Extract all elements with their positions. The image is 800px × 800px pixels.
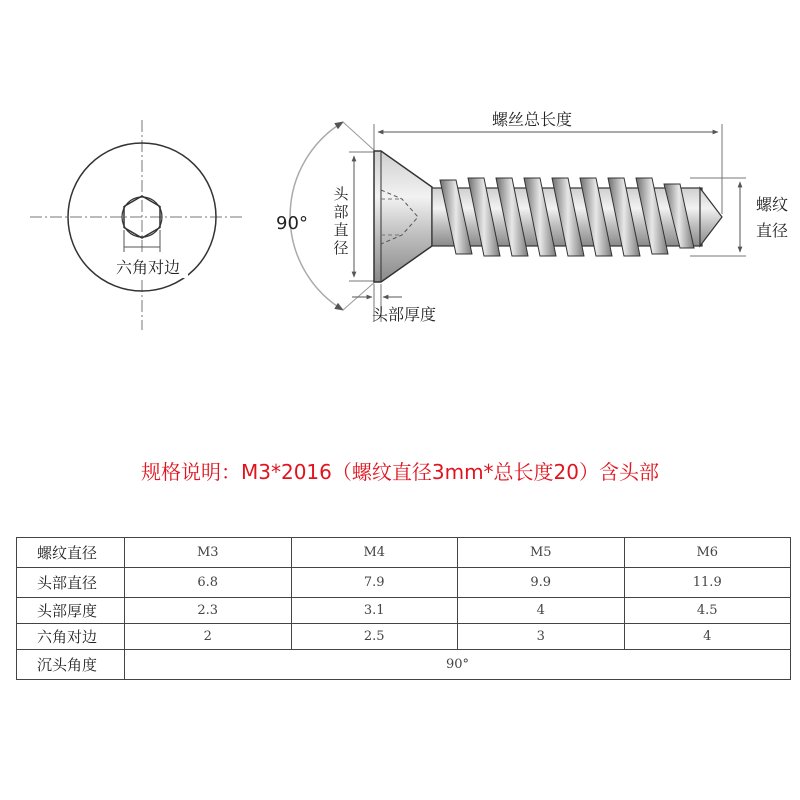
head-diameter-label-2: 部: [333, 203, 349, 221]
countersink-angle-label: 90°: [276, 213, 308, 234]
head-diameter-label-3: 直: [333, 221, 349, 239]
cell: 3.1: [291, 598, 458, 624]
row-label: 六角对边: [17, 624, 125, 650]
screw-side-view: [276, 107, 788, 324]
merged-cell: 90°: [125, 650, 791, 680]
row-label: 螺纹直径: [17, 538, 125, 568]
cell: 4: [458, 598, 625, 624]
cell: 9.9: [458, 568, 625, 598]
screw-tip: [700, 188, 722, 246]
screw-head: [374, 151, 432, 282]
cell: M4: [291, 538, 458, 568]
cell: 3: [458, 624, 625, 650]
head-top-view: [30, 120, 245, 330]
table-row: [17, 598, 791, 624]
thread-diameter-label-1: 螺纹: [755, 195, 789, 214]
cell: 4: [624, 624, 791, 650]
table-row: [17, 538, 791, 568]
row-label: 头部直径: [17, 568, 125, 598]
table-row: [17, 650, 791, 680]
head-diameter-label-4: 径: [333, 239, 349, 257]
cell: M5: [458, 538, 625, 568]
cell: 7.9: [291, 568, 458, 598]
row-label: 头部厚度: [17, 598, 125, 624]
head-thickness-label: 头部厚度: [371, 305, 437, 324]
hex-across-flats-label: 六角对边: [115, 258, 181, 277]
head-diameter-label-1: 头: [333, 185, 349, 203]
cell: 2: [125, 624, 292, 650]
row-label: 沉头角度: [17, 650, 125, 680]
cell: 2.5: [291, 624, 458, 650]
cell: M3: [125, 538, 292, 568]
spec-title: 规格说明：M3*2016（螺纹直径3mm*总长度20）含头部: [140, 460, 660, 484]
total-length-label: 螺丝总长度: [491, 110, 573, 129]
thread-diameter-label-2: 直径: [755, 221, 789, 240]
cell: 6.8: [125, 568, 292, 598]
table-row: [17, 624, 791, 650]
table-row: [17, 568, 791, 598]
cell: 11.9: [624, 568, 791, 598]
cell: M6: [624, 538, 791, 568]
spec-table: [16, 537, 791, 680]
cell: 4.5: [624, 598, 791, 624]
cell: 2.3: [125, 598, 292, 624]
